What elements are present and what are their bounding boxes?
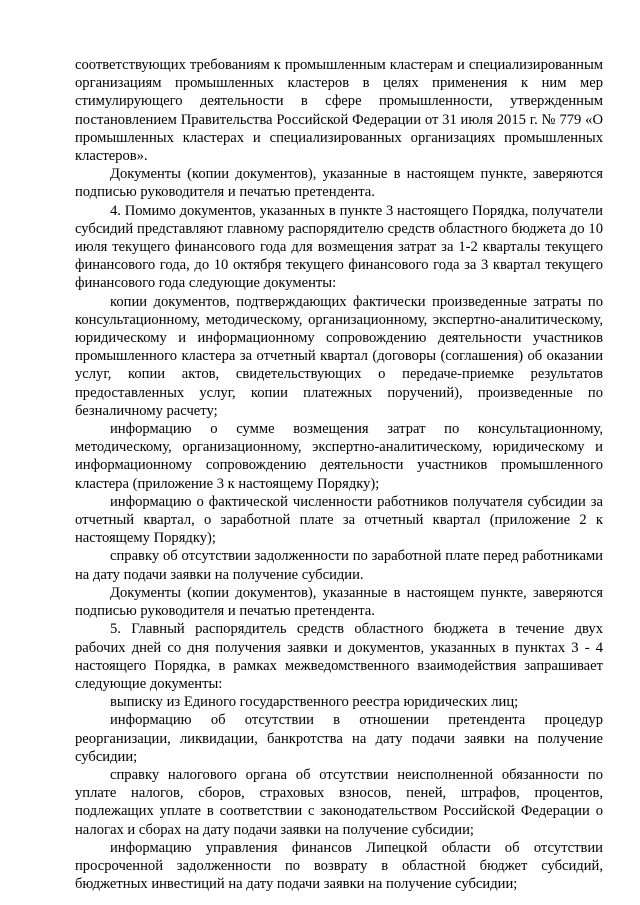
paragraph-tax-authority-certificate: справку налогового органа об отсутствии неисполненной обязанности по уплате налогов, сборов, страховых взносов, пеней, штрафов, процентов, подлежащих уплате в соответствии с законодательством Российской Федерации о налогах и сборах на дату подачи заявки на получение субсидии;	[75, 766, 603, 838]
paragraph-clusters-requirements: соответствующих требованиям к промышленным кластерам и специализированным организациям промышленных кластеров в целях применения к ним мер стимулирующего деятельности в сфере промышленности, утвержденным постановлением Правительства Российской Федерации от 31 июля 2015 г. № 779 «О промышленных кластерах и специализированных организациях промышленных кластеров».	[75, 57, 603, 165]
paragraph-copies-of-documents: копии документов, подтверждающих фактически произведенные затраты по консультационному, методическому, организационному, экспертно-аналитическому, юридическому и информационному сопровождению деятельности участников промышленного кластера за отчетный квартал (договоры (соглашения) об оказании услуг, копии актов, свидетельствующих о передаче-приемке результатов предоставленных услуг, копии платежных поручений), произведенные по безналичному расчету;	[75, 293, 603, 419]
paragraph-no-reorganization-info: информацию об отсутствии в отношении претендента процедур реорганизации, ликвидации, банкротства на дату подачи заявки на получение субсидии;	[75, 712, 603, 765]
paragraph-employee-count-info: информацию о фактической численности работников получателя субсидии за отчетный квартал, о заработной плате за отчетный квартал (приложение 2 к настоящему Порядку);	[75, 493, 603, 547]
paragraph-item-5: 5. Главный распорядитель средств областного бюджета в течение двух рабочих дней со дня получения заявки и документов, указанных в пунктах 3 - 4 настоящего Порядка, в рамках межведомственного взаимодействия запрашивает следующие документы:	[75, 621, 603, 692]
paragraph-certification-1: Документы (копии документов), указанные в настоящем пункте, заверяются подписью руководителя и печатью претендента.	[75, 166, 603, 201]
paragraph-registry-extract: выписку из Единого государственного реестра юридических лиц;	[110, 694, 519, 711]
paragraph-certification-2: Документы (копии документов), указанные в настоящем пункте, заверяются подписью руководителя и печатью претендента.	[75, 584, 603, 620]
paragraph-no-debt-certificate: справку об отсутствии задолженности по заработной плате перед работниками на дату подачи заявки на получение субсидии.	[75, 548, 603, 583]
paragraph-reimbursement-info: информацию о сумме возмещения затрат по консультационному, методическому, организационному, экспертно-аналитическому, юридическому и информационному сопровождению деятельности участников промышленного кластера (приложение 3 к настоящему Порядку);	[75, 421, 603, 492]
paragraph-finance-department-info: информацию управления финансов Липецкой области об отсутствии просроченной задолженности по возврату в областной бюджет субсидий, бюджетных инвестиций на дату подачи заявки на получение субсидии;	[75, 839, 603, 893]
paragraph-item-4: 4. Помимо документов, указанных в пункте 3 настоящего Порядка, получатели субсидий представляют главному распорядителю средств областного бюджета до 10 июля текущего финансового года для возмещения затрат за 1-2 кварталы текущего финансового года, до 10 октября текущего финансового года за 3 квартал текущего финансового года следующие документы:	[75, 202, 603, 292]
